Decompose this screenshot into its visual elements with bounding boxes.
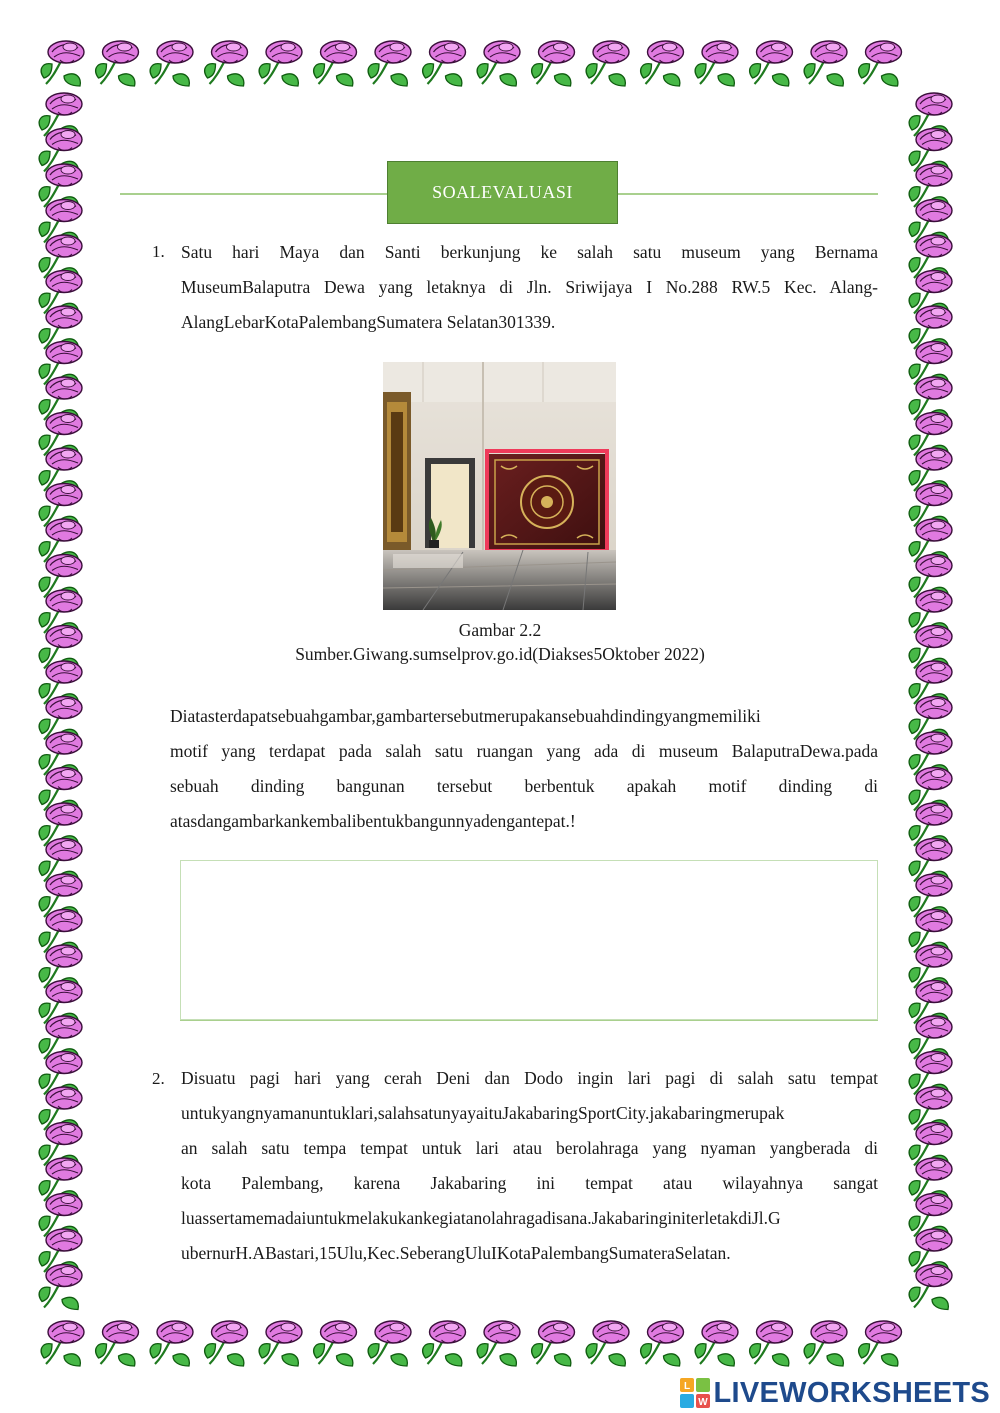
header-rule-right bbox=[618, 193, 878, 195]
rose-ornament bbox=[368, 1321, 411, 1366]
rose-ornament bbox=[641, 1321, 684, 1366]
question-1-line: AlangLebarKotaPalembangSumatera Selatan301339. bbox=[181, 312, 556, 332]
question-2-number: 2. bbox=[152, 1069, 165, 1088]
liveworksheets-logo bbox=[680, 1376, 991, 1410]
rose-ornament bbox=[641, 41, 684, 86]
figure-caption-title: Gambar 2.2 bbox=[458, 620, 542, 640]
museum-wall-photo bbox=[383, 362, 616, 610]
liveworksheets-badge-icon bbox=[680, 1378, 710, 1408]
rose-ornament bbox=[586, 1321, 629, 1366]
rose-ornament bbox=[423, 1321, 466, 1366]
header-rule-left bbox=[120, 193, 388, 195]
rose-ornament bbox=[259, 1321, 302, 1366]
rose-ornament bbox=[695, 41, 738, 86]
rose-ornament bbox=[41, 1321, 84, 1366]
liveworksheets-text: LIVEWORKSHEETS bbox=[713, 1376, 990, 1409]
rose-ornament bbox=[750, 1321, 793, 1366]
rose-ornament bbox=[532, 41, 575, 86]
rose-ornament bbox=[259, 41, 302, 86]
rose-ornament bbox=[314, 41, 357, 86]
rose-ornament bbox=[804, 41, 847, 86]
page-title bbox=[387, 161, 618, 224]
rose-ornament bbox=[804, 1321, 847, 1366]
rose-ornament bbox=[477, 1321, 520, 1366]
rose-ornament bbox=[205, 41, 248, 86]
question-2-line: ubernurH.ABastari,15Ulu,Kec.SeberangUluIKotaPalembangSumateraSelatan. bbox=[181, 1243, 731, 1263]
question-1-prompt-line: Diatasterdapatsebuahgambar,gambartersebutmerupakansebuahdindingyangmemiliki bbox=[170, 706, 761, 726]
rose-ornament bbox=[477, 41, 520, 86]
rose-ornament bbox=[41, 41, 84, 86]
rose-ornament bbox=[586, 41, 629, 86]
question-2-line: luassertamemadaiuntukmelakukankegiatanolahragadisana.JakabaringiniterletakdiJl.G bbox=[181, 1208, 781, 1228]
rose-ornament bbox=[750, 41, 793, 86]
rose-ornament bbox=[859, 41, 902, 86]
figure-caption-source: Sumber.Giwang.sumselprov.go.id(Diakses5Oktober 2022) bbox=[295, 644, 705, 664]
rose-ornament bbox=[695, 1321, 738, 1366]
question-2-text bbox=[181, 1061, 878, 1271]
question-1-prompt-line: sebuah dinding bangunan tersebut berbentuk apakah motif dinding di bbox=[170, 776, 878, 796]
question-1-prompt-line: atasdangambarkankembalibentukbangunnyadengantepat.! bbox=[170, 811, 576, 831]
badge-letter: W bbox=[697, 1397, 708, 1408]
rose-ornament bbox=[314, 1321, 357, 1366]
question-1-line: MuseumBalaputra Dewa yang letaknya di Jln. Sriwijaya I No.288 RW.5 Kec. Alang- bbox=[181, 277, 878, 297]
page-title-text: SOALEVALUASI bbox=[432, 182, 573, 202]
question-1-number: 1. bbox=[152, 242, 165, 261]
question-1-prompt bbox=[170, 699, 878, 839]
rose-ornament bbox=[96, 1321, 139, 1366]
question-2-line: an salah satu tempa tempat untuk lari atau berolahraga yang nyaman yangberada di bbox=[181, 1138, 878, 1158]
question-1-line: Satu hari Maya dan Santi berkunjung ke salah satu museum yang Bernama bbox=[181, 242, 878, 262]
rose-ornament bbox=[423, 41, 466, 86]
question-2-line: untukyangnyamanuntuklari,salahsatunyayaituJakabaringSportCity.jakabaringmerupak bbox=[181, 1103, 785, 1123]
rose-ornament bbox=[96, 41, 139, 86]
rose-ornament bbox=[150, 41, 193, 86]
answer-box-1[interactable] bbox=[180, 860, 878, 1020]
rose-ornament bbox=[532, 1321, 575, 1366]
question-2-line: Disuatu pagi hari yang cerah Deni dan Dodo ingin lari pagi di salah satu tempat bbox=[181, 1068, 878, 1088]
question-1-text bbox=[181, 235, 878, 340]
rose-ornament bbox=[205, 1321, 248, 1366]
question-1-prompt-line: motif yang terdapat pada salah satu ruangan yang ada di museum BalaputraDewa.pada bbox=[170, 741, 878, 761]
rose-ornament bbox=[859, 1321, 902, 1366]
rose-ornament bbox=[150, 1321, 193, 1366]
question-2-line: kota Palembang, karena Jakabaring ini tempat atau wilayahnya sangat bbox=[181, 1173, 878, 1193]
badge-letter: L bbox=[683, 1381, 690, 1392]
rose-ornament bbox=[368, 41, 411, 86]
